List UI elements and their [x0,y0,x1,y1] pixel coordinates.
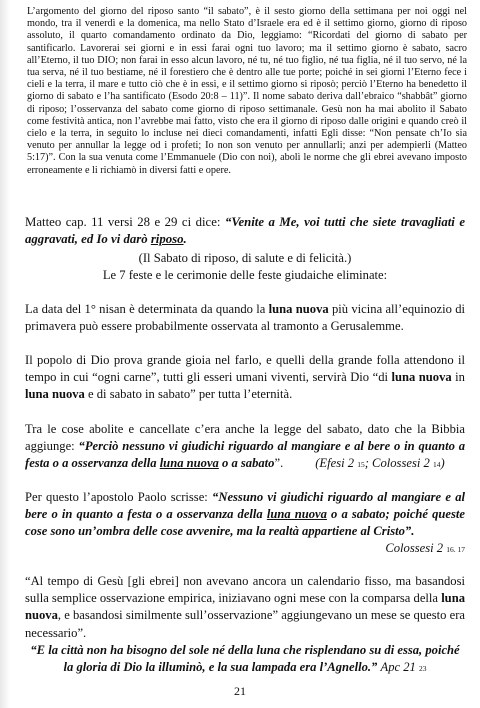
paragraph-abolite [25,421,465,474]
page-number: 21 [234,684,246,698]
matteo-quote-underlined: riposo [150,232,184,247]
paragraph-nisan [25,301,465,335]
p3-ref-a: (Efesi 2 [315,456,358,471]
p4-ref-verse: 16. 17 [446,545,465,554]
p3-quote-text-2: o a sabato [218,456,275,471]
p4-text-a: Per questo l’apostolo Paolo scrisse: [25,490,213,504]
closing-ref-verse: 23 [418,664,427,674]
closing-ref: Apc 21 [380,660,419,675]
p4-quote-text: “Nessuno vi giudichi riguardo al mangiare e al bere o in quanto a festa o a osservanza della [25,490,465,522]
p2-luna-nuova-1: luna nuova [391,370,452,385]
paragraph-calendario [25,573,465,642]
paragraph-paolo [25,489,465,541]
p3-quote-close: ”. [274,456,284,471]
matteo-note: (Il Sabato di riposo, di salute e di felicità.) [138,251,352,265]
scan-edge-shadow [0,0,10,708]
matteo-lead: Matteo cap. 11 versi 28 e 29 ci dice: [25,215,225,229]
p3-ref-b: ; Colossesi 2 [364,456,433,471]
p1-text-c: più vicina all’equinozio di primavera può essere probabilmente osservata al tramonto a Gerusalemme. [25,302,466,334]
closing-quote: “E la città non ha bisogno del sole né della luna che risplendano su di essa, poiché la gloria di Dio la illuminò, e la sua lampada era l’Agnello.” [30,643,460,675]
paragraph-popolo [25,352,465,404]
p5-text-c: , e basandosi similmente sull’osservazione” aggiungevano un mese se questo era necessario”. [25,608,465,640]
p3-ref-a-verse: 15 [357,460,365,470]
p4-ref-book: Colossesi 2 [385,541,447,555]
p2-text-a: Il popolo di Dio prova grande gioia nel farlo, e quelli della grande folla attendono il tempo in cui “ogni carne”, tutti gli esseri umani viventi, servirà Dio “di [25,353,465,385]
p5-luna-nuova: luna nuova [25,591,465,623]
p3-ref-b-verse: 14 [432,460,441,470]
closing-quote-block [30,642,460,677]
p4-quote-underlined: luna nuova [266,507,327,522]
p5-text-a: “Al tempo di Gesù [gli ebrei] non avevano ancora un calendario fisso, ma basandosi sulla semplice osservazione empirica, iniziavano ogni mese con la comparsa della [25,574,465,606]
matteo-quote-text: “Venite a Me, voi tutti che siete travagliati e aggravati, ed Io vi darò [25,215,465,247]
p3-quote-underlined: luna nuova [159,456,219,471]
p3-ref-close: ) [440,456,445,471]
matteo-quote-end: . [183,232,187,247]
matteo-paragraph [25,214,465,248]
p1-luna-nuova: luna nuova [268,302,329,316]
p1-text-a: La data del 1° nisan è determinata da quando la [25,302,269,316]
p4-quote-text-2: o a sabato; poiché queste cose sono un’ombra delle cose avvenire, ma la realtà appartiene al Cristo”. [25,507,465,539]
p3-reference [315,456,444,470]
p2-text-e: e di sabato in sabato” per tutta l’eternità. [84,387,293,402]
p3-quote-text: “Perciò nessuno vi giudichi riguardo al mangiare e al bere o in quanto a festa o a osservanza della [25,439,466,471]
p4-reference [25,540,465,558]
section-heading: Le 7 feste e le cerimonie delle feste giudaiche eliminate: [102,268,388,282]
p2-text-c: in [451,370,465,385]
p2-luna-nuova-2: luna nuova [25,387,85,402]
p3-text-a: Tra le cose abolite e cancellate c’era anche la legge del sabato, dato che la Bibbia aggiunge: [25,422,465,454]
intro-paragraph: L’argomento del giorno del riposo santo “il sabato”, è il sesto giorno della settimana per noi oggi nel mondo, tra il venerdì e la domenica, ma nello Stato d’Israele era ed è il settimo giorno, giorno di riposo assoluto, il quarto comandamento ordinato da Dio, leggiamo: “Ricordati del giorno di sabato per santificarlo. Lavorerai sei giorni e in essi farai ogni tuo lavoro; ma il settimo giorno è sabato, sacro all’Eterno, il tuo DIO; non farai in esso alcun lavoro, né tu, né tuo figlio, né tua figlia, né il tuo servo, né la tua serva, né il tuo bestiame, né il forestiero che è dentro alle tue porte; poiché in sei giorni l’Eterno fece i cieli e la terra, il mare e tutto ciò che è in essi, e il settimo giorno si riposò; perciò l’Eterno ha benedetto il giorno di sabato e l’ha santificato (Esodo 20:8 – 11)”. Il nome sabato deriva dall’ebraico “shabbât” giorno di riposo; l’osservanza del sabato come giorno di riposo settimanale. Gesù non ha mai abolito il Sabato come festività antica, non l’avrebbe mai fatto, visto che era il giorno di riposo dalle origini e quando creò il cielo e la terra, in seguito lo incluse nei dieci comandamenti, infatti Egli disse: “Non pensate ch’Io sia venuto per annullar la legge od i profeti; Io non son venuto per annullarli; anzi per adempierli (Matteo 5:17)”. Con la sua venuta come l’Emmanuele (Dio con noi), abolì le norme che gli ebrei avevano imposto erroneamente e li richiamò in diversi fatti e opere. [27,6,467,176]
